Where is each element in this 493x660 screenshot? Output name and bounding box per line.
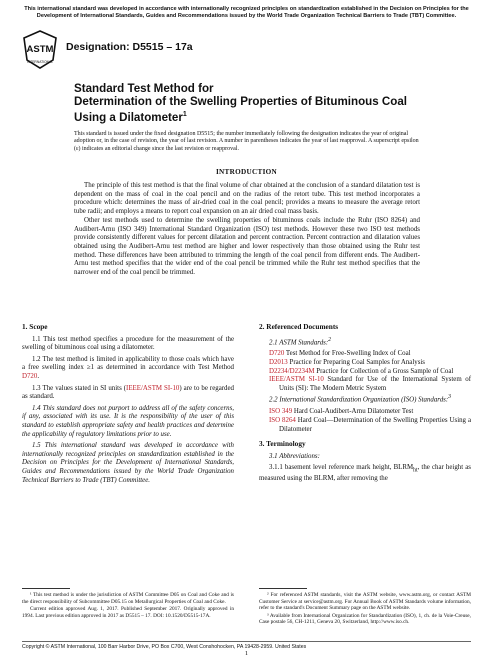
footnotes-left xyxy=(22,592,234,620)
footnote: ³ Available from International Organization for Standardization (ISO), 1, ch. de la Voie-Creuse, Case postale 56, CH-1211, Geneva 20, Switzerland, http://www.iso.ch. xyxy=(259,612,471,625)
section-heading-scope: 1. Scope xyxy=(22,322,48,331)
reference-link[interactable]: D2234/D2234M xyxy=(269,367,315,375)
introduction-heading: INTRODUCTION xyxy=(215,168,278,176)
designation: Designation: D5515 – 17a xyxy=(66,41,193,53)
reference-item: ISO 349 Hard Coal-Audibert-Arnu Dilatometer Test xyxy=(269,408,414,416)
paragraph-1-3: 1.3 The values stated in SI units (IEEE/ASTM SI-10) are to be regarded as standard. xyxy=(22,384,235,401)
footnote-rule xyxy=(22,588,70,589)
section-heading-terminology: 3. Terminology xyxy=(259,439,306,449)
reference-item: IEEE/ASTM SI-10 Standard for Use of the International System of Units (SI): The Modern Metric System xyxy=(269,376,472,392)
reference-link[interactable]: ISO 8264 xyxy=(269,416,296,424)
astm-logo-icon xyxy=(22,30,58,70)
section-heading-referenced: 2. Referenced Documents xyxy=(259,322,339,331)
tbt-notice: This international standard was developed in accordance with internationally recognized principles on standardization established in the Decision on Principles for the Development of International Standards, Guides and Recommendations issued by the World Trade Organization Technical Barriers to Trade (TBT) Committee. xyxy=(24,6,469,19)
introduction-body xyxy=(74,182,420,278)
left-column xyxy=(22,323,234,488)
reference-link[interactable]: ISO 349 xyxy=(269,408,293,416)
title-footnote-mark: 1 xyxy=(182,111,187,118)
preamble: This standard is issued under the fixed designation D5515; the number immediately following the designation indicates the year of original adoption or, in the case of revision, the year of last revision. A number in parentheses indicates the year of last reapproval. A superscript epsilon (ε) indicates an editorial change since the last revision or reapproval. xyxy=(74,131,419,152)
link-d720[interactable]: D720 xyxy=(22,372,38,380)
document-title xyxy=(74,82,434,124)
paragraph-1-4: 1.4 This standard does not purport to address all of the safety concerns, if any, associated with its use. It is the responsibility of the user of this standard to establish appropriate safety and health practices and determine the applicability of regulatory limitations prior to use. xyxy=(22,404,234,438)
footnotes-right xyxy=(259,592,471,627)
iso-standards-head: 2.2 International Standardization Organization (ISO) Standards:$^3$ xyxy=(269,394,452,404)
reference-item: D2013 Practice for Preparing Coal Samples for Analysis xyxy=(269,359,425,367)
reference-item: D2234/D2234M Practice for Collection of a Gross Sample of Coal xyxy=(269,367,454,375)
reference-link[interactable]: D720 xyxy=(269,350,285,358)
title-line-1: Standard Test Method for xyxy=(74,82,214,95)
paragraph-1-2: 1.2 The test method is limited in applicability to those coals which have a free swelling index ≥1 as determined in accordance with Test Method D720. xyxy=(22,355,234,380)
paragraph-1-5: 1.5 This international standard was developed in accordance with internationally recognized principles on standardization established in the Decision on Principles for the Development of International Standards, Guides and Recommendations issued by the World Trade Organization Technical Barriers to Trade (TBT) Committee. xyxy=(22,442,234,484)
reference-link[interactable]: IEEE/ASTM SI-10 xyxy=(269,376,324,384)
footnote: Current edition approved Aug. 1, 2017. Published September 2017. Originally approved in 1994. Last previous edition approved in 2017 as D5515 – 17. DOI: 10.1520/D5515-17A. xyxy=(22,606,234,619)
link-si10[interactable]: IEEE/ASTM SI-10 xyxy=(126,384,180,392)
right-column xyxy=(259,323,471,487)
title-line-2: Determination of the Swelling Properties of Bituminous Coal xyxy=(74,95,408,108)
reference-link[interactable]: D2013 xyxy=(269,359,288,367)
paragraph-3-1-1: 3.1.1 basement level reference mark height, $BLRM_{ht}$, the char height as measured using the BLRM, after removing the xyxy=(259,464,471,483)
intro-paragraph: Other test methods used to determine the swelling properties of bituminous coals include the Ruhr (ISO 8264) and Audibert-Arnu (ISO 349) International Standard Organization (ISO) test methods. However these two ISO test methods provide consistently different values for percent dilatation and percent contraction. Percent contraction and dilatation values obtained using the Audibert-Arnu test method are higher and lower respectively than those obtained using the Ruhr test method. These differences have been attributed to trimming the length of the coal pencil from different ends. The Audibert-Arnu test method specifies that the wider end of the coal pencil be trimmed while the Ruhr test method specifies that the narrower end of the coal pencil be trimmed. xyxy=(74,216,420,277)
reference-item: D720 Test Method for Free-Swelling Index of Coal xyxy=(269,350,411,358)
reference-item: ISO 8264 Hard Coal—Determination of the Swelling Properties Using a Dilatometer xyxy=(269,416,472,433)
footnote: ² For referenced ASTM standards, visit the ASTM website, www.astm.org, or contact ASTM Customer Service at service@astm.org. For Annual Book of ASTM Standards volume information, refer to the standard's Document Summary page on the ASTM website. xyxy=(259,592,471,611)
astm-standards-head: 2.1 ASTM Standards:$^2$ xyxy=(269,336,332,346)
page-number: 1 xyxy=(244,650,249,657)
footnote: ¹ This test method is under the jurisdiction of ASTM Committee D05 on Coal and Coke and is the direct responsibility of Subcommittee D05.15 on Metallurgical Properties of Coal and Coke. xyxy=(22,592,234,605)
paragraph-3-1: 3.1 Abbreviations: xyxy=(269,452,320,460)
intro-paragraph: The principle of this test method is that the final volume of char obtained at the conclusion of a standard dilatation test is dependent on the mass of coal in the coal pencil and on the radius of the retort tube. This test method incorporates a procedure which: determines the mass of air-dried coal in the coal pencil; provides a means to measure the average retort tube radii; and employs a means to report coal expansion on an air dried coal mass basis. xyxy=(74,182,420,216)
paragraph-1-1: 1.1 This test method specifies a procedure for the measurement of the swelling of bituminous coal using a dilatometer. xyxy=(22,335,234,352)
logo-text: INTERNATIONAL xyxy=(26,60,54,64)
footnote-rule xyxy=(259,588,307,589)
svg-text:ASTM: ASTM xyxy=(26,44,54,55)
title-line-3: Using a Dilatometer$^1$ xyxy=(74,110,187,124)
copyright-footer: Copyright © ASTM International, 100 Barr Harbor Drive, PO Box C700, West Conshohocken, PA 19428-2959. United States xyxy=(22,641,471,650)
